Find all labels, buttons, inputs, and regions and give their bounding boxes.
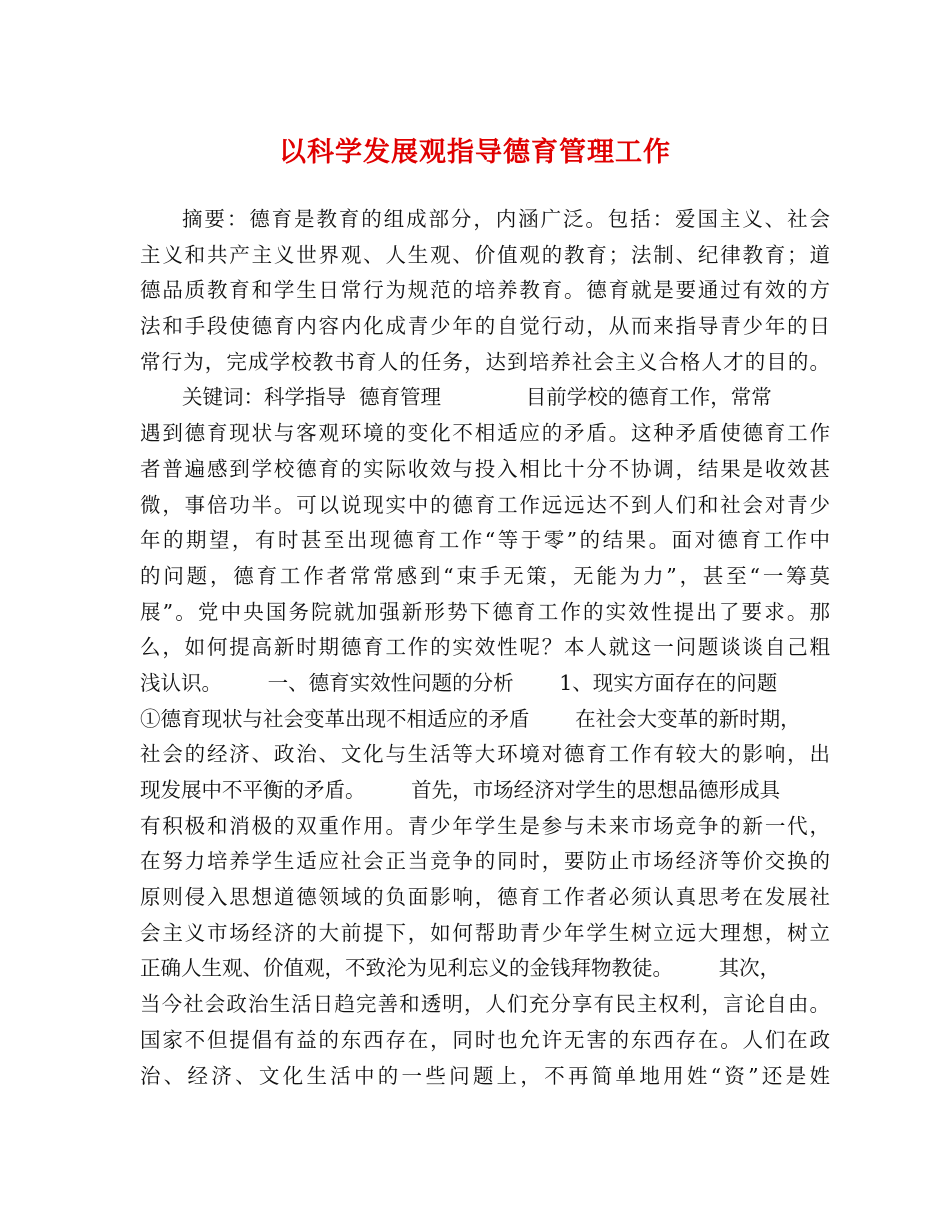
text-line: 么，如何提高新时期德育工作的实效性呢？本人就这一问题谈谈自己粗 (140, 635, 830, 660)
text-line: 摘要：德育是教育的组成部分，内涵广泛。包括：爱国主义、社会 (182, 207, 830, 231)
text-line: 的问题，德育工作者常常感到“束手无策，无能为力”，甚至“一筹莫 (140, 563, 830, 588)
text-line: 会主义市场经济的大前提下，如何帮助青少年学生树立远大理想，树立 (140, 920, 830, 945)
text-line: 治、经济、文化生活中的一些问题上，不再简单地用姓“资”还是姓 (140, 1063, 830, 1088)
text-line: ①德育现状与社会变革出现不相适应的矛盾 在社会大变革的新时期， (140, 706, 801, 731)
text-line: 有积极和消极的双重作用。青少年学生是参与未来市场竞争的新一代， (140, 813, 830, 838)
text-line: 关键词：科学指导 德育管理 目前学校的德育工作，常常 (182, 385, 772, 410)
text-line: 者普遍感到学校德育的实际收效与投入相比十分不协调，结果是收效甚 (140, 456, 830, 481)
document-title: 以科学发展观指导德育管理工作 (279, 137, 671, 168)
text-line: 正确人生观、价值观，不致沦为见利忘义的金钱拜物教徒。 其次， (140, 956, 781, 981)
text-line: 法和手段使德育内容内化成青少年的自觉行动，从而来指导青少年的日 (140, 314, 830, 339)
text-line: 常行为，完成学校教书育人的任务，达到培养社会主义合格人才的目的。 (140, 349, 830, 374)
text-line: 年的期望，有时甚至出现德育工作“等于零”的结果。面对德育工作中 (140, 528, 830, 553)
text-line: 当今社会政治生活日趋完善和透明，人们充分享有民主权利，言论自由。 (140, 992, 830, 1017)
text-line: 原则侵入思想道德领域的负面影响，德育工作者必须认真思考在发展社 (140, 885, 830, 910)
text-line: 德品质教育和学生日常行为规范的培养教育。德育就是要通过有效的方 (140, 278, 830, 303)
text-line: 社会的经济、政治、文化与生活等大环境对德育工作有较大的影响，出 (140, 742, 830, 767)
document-body (140, 202, 830, 1094)
text-line: 浅认识。 一、德育实效性问题的分析 1、现实方面存在的问题 (140, 670, 778, 695)
text-line: 遇到德育现状与客观环境的变化不相适应的矛盾。这种矛盾使德育工作 (140, 421, 830, 446)
text-line: 国家不但提倡有益的东西存在，同时也允许无害的东西存在。人们在政 (140, 1027, 830, 1052)
text-line: 主义和共产主义世界观、人生观、价值观的教育；法制、纪律教育；道 (140, 242, 830, 267)
text-line: 微，事倍功半。可以说现实中的德育工作远远达不到人们和社会对青少 (140, 492, 830, 517)
text-line: 在努力培养学生适应社会正当竞争的同时，要防止市场经济等价交换的 (140, 849, 830, 874)
text-line: 现发展中不平衡的矛盾。 首先，市场经济对学生的思想品德形成具 (140, 778, 781, 802)
text-line: 展”。党中央国务院就加强新形势下德育工作的实效性提出了要求。那 (140, 599, 830, 624)
